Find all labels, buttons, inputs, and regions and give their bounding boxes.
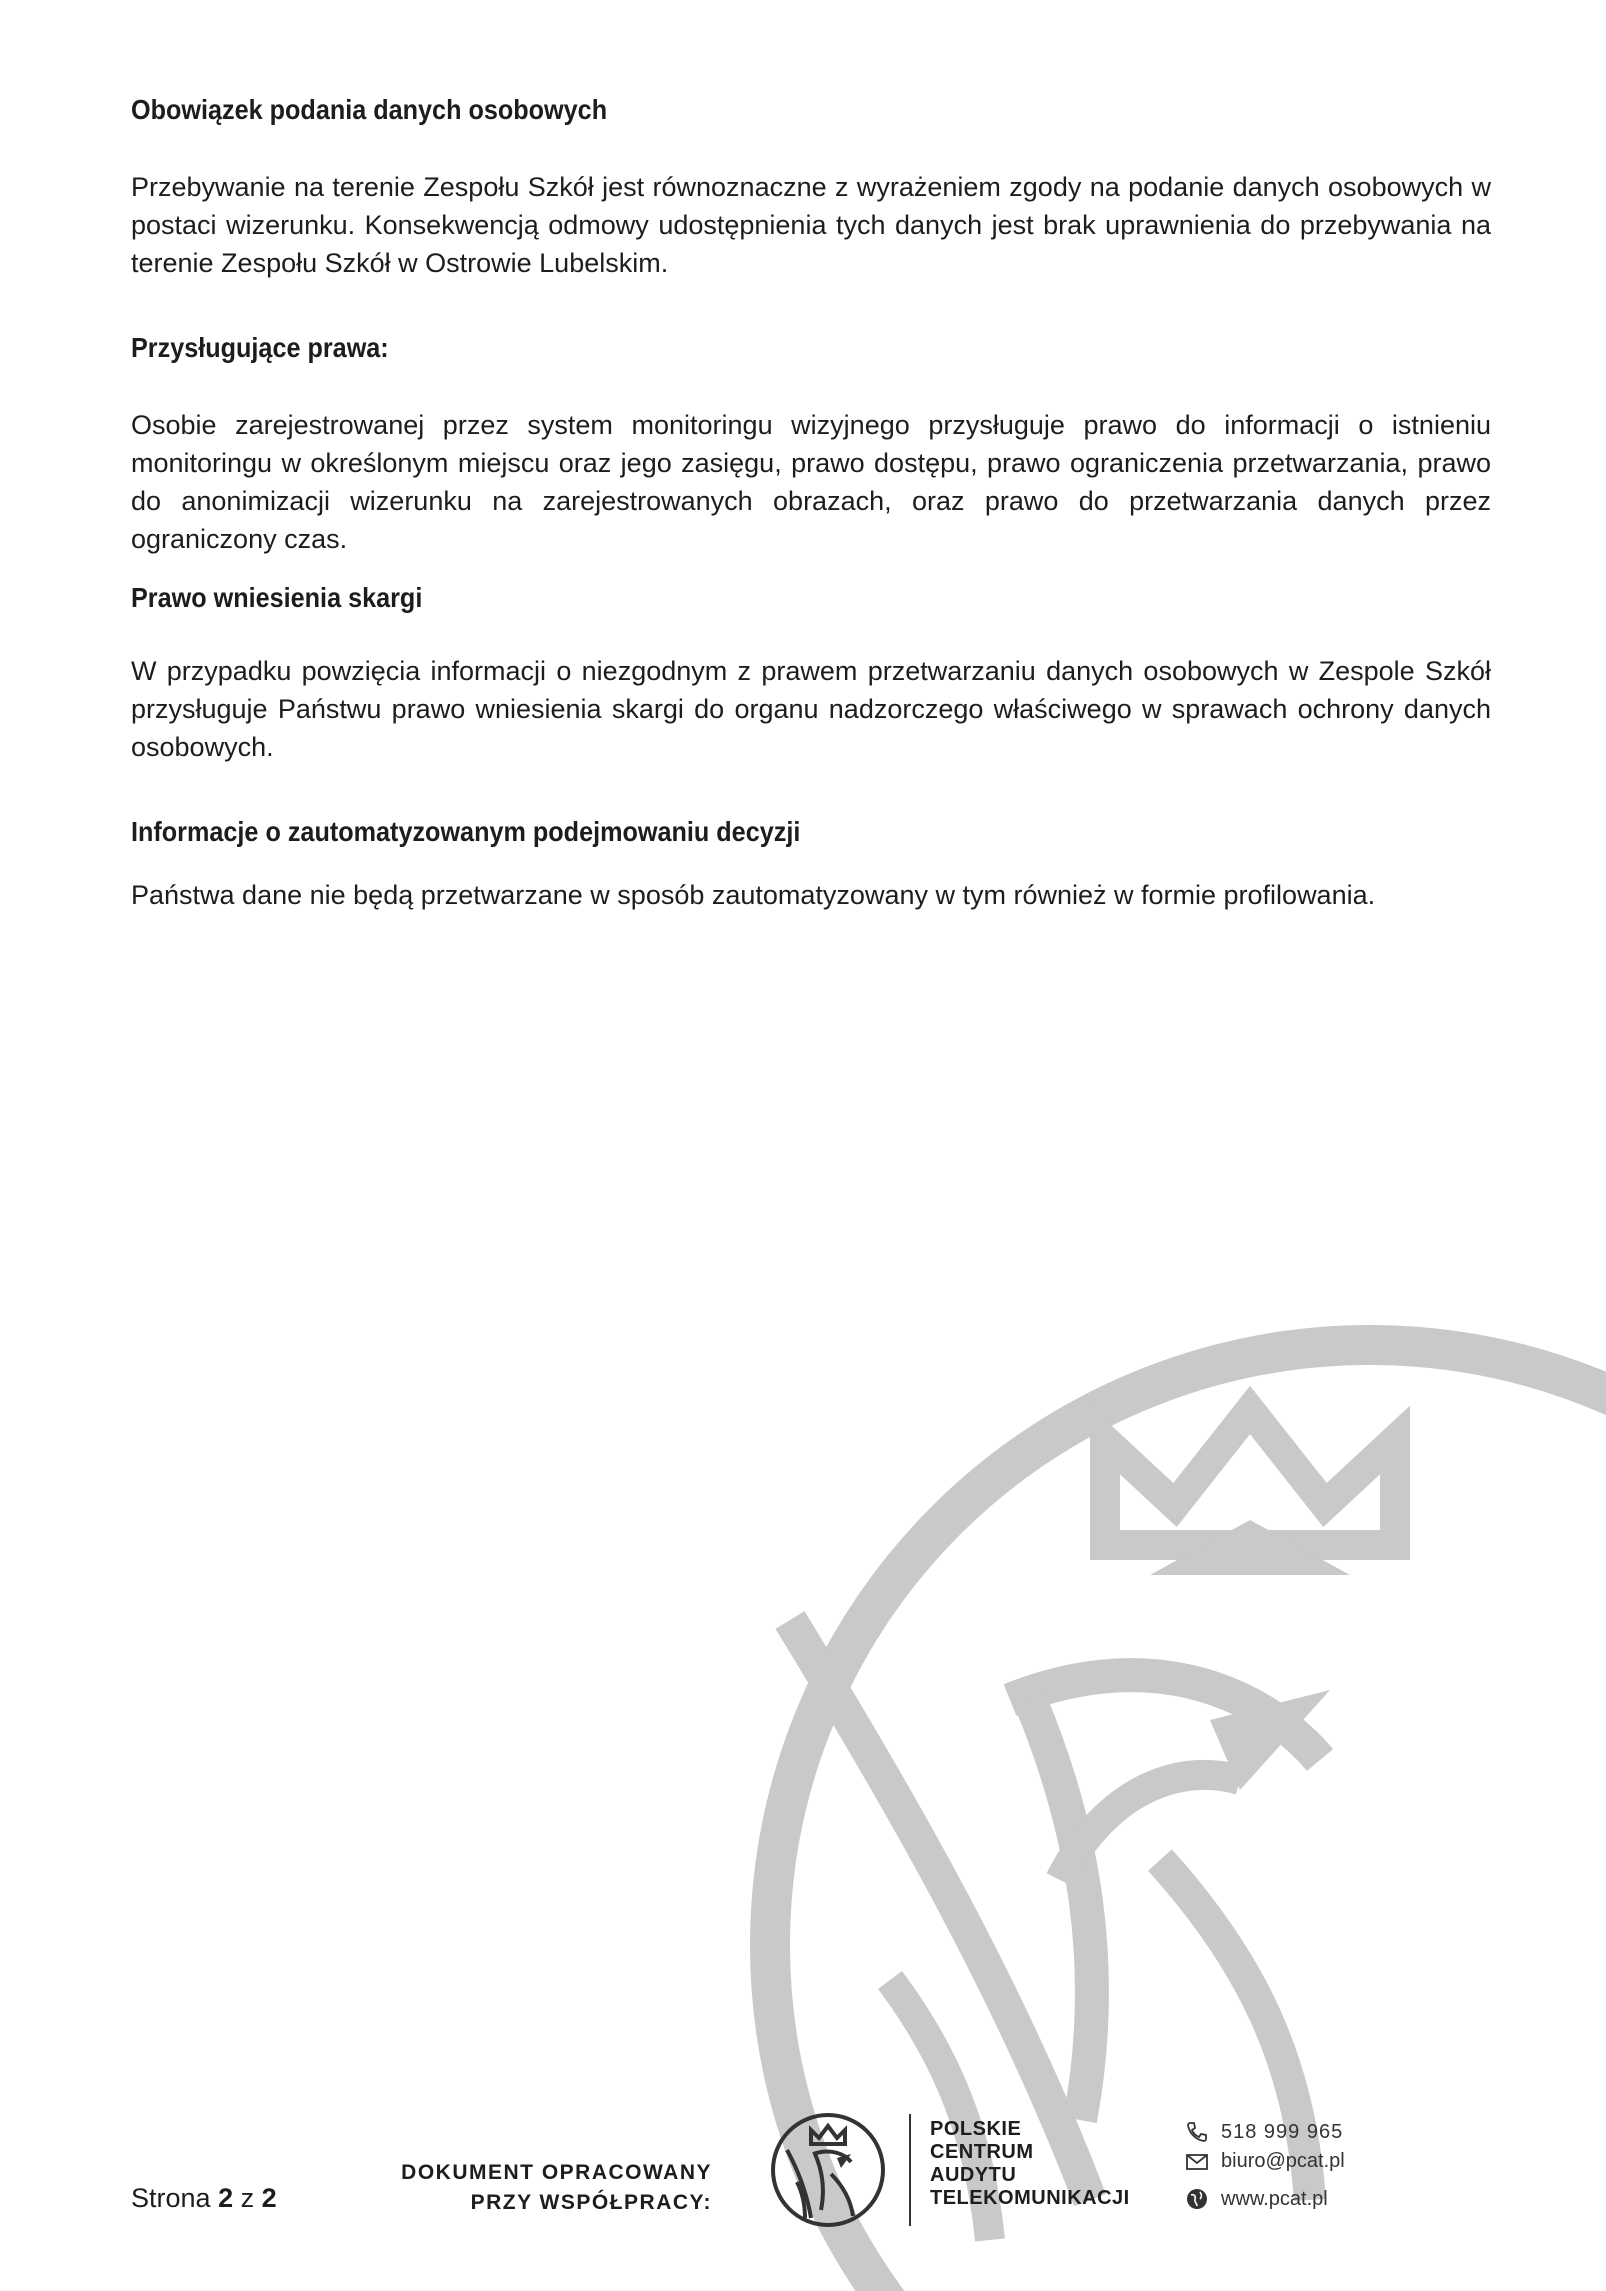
org-name: [930, 2118, 1130, 2210]
page-total: 2: [261, 2183, 277, 2213]
org-name-line-2: CENTRUM: [930, 2141, 1034, 2163]
section-complaint-text: [131, 652, 1491, 766]
phone-icon: [1185, 2120, 1209, 2144]
page-separator: z: [240, 2183, 255, 2213]
cooperation-line-2: PRZY WSPÓŁPRACY:: [470, 2191, 712, 2214]
section-obligation-text: [131, 168, 1491, 282]
page-number: [131, 2183, 277, 2214]
email-address: biuro@pcat.pl: [1221, 2150, 1345, 2172]
page-current: 2: [218, 2183, 234, 2213]
section-automated-decisions: [131, 814, 875, 850]
phone-number: 518 999 965: [1221, 2120, 1344, 2143]
section-complaint: [131, 580, 455, 616]
section-rights: [131, 330, 417, 366]
section-paragraph: Państwa dane nie będą przetwarzane w sposób zautomatyzowany w tym również w formie profilowania.: [131, 880, 1376, 910]
page-prefix: Strona: [131, 2183, 211, 2213]
org-name-line-4: TELEKOMUNIKACJI: [930, 2187, 1130, 2209]
website-url: www.pcat.pl: [1221, 2187, 1328, 2210]
cooperation-label: [400, 2158, 712, 2218]
section-rights-text: [131, 406, 1491, 558]
contact-phone: [1185, 2120, 1343, 2144]
section-heading: Obowiązek podania danych osobowych: [131, 94, 608, 125]
envelope-icon: [1185, 2152, 1209, 2172]
org-name-line-3: AUDYTU: [930, 2164, 1017, 2186]
section-paragraph: Osobie zarejestrowanej przez system monitoringu wizyjnego przysługuje prawo do informacji o istnieniu monitoringu w określonym miejscu oraz jego zasięgu, prawo dostępu, prawo ograniczenia przetwarzania, prawo do anonimizacji wizerunku na zarejestrowanych obrazach, oraz prawo do przetwarzania danych przez ograniczony czas.: [131, 410, 1491, 554]
footer-divider: [909, 2114, 911, 2226]
contact-website: [1185, 2187, 1328, 2211]
pcat-logo-icon: [767, 2110, 889, 2230]
section-obligation: [131, 92, 660, 128]
section-paragraph: Przebywanie na terenie Zespołu Szkół jest równoznaczne z wyrażeniem zgody na podanie danych osobowych w postaci wizerunku. Konsekwencją odmowy udostępnienia tych danych jest brak uprawnienia do przebywania na terenie Zespołu Szkół w Ostrowie Lubelskim.: [131, 172, 1491, 278]
section-paragraph: W przypadku powzięcia informacji o niezgodnym z prawem przetwarzaniu danych osobowych w Zespole Szkół przysługuje Państwu prawo wniesienia skargi do organu nadzorczego właściwego w sprawach ochrony danych osobowych.: [131, 656, 1491, 762]
section-heading: Przysługujące prawa:: [131, 332, 389, 363]
cooperation-line-1: DOKUMENT OPRACOWANY: [401, 2161, 712, 2184]
section-heading: Informacje o zautomatyzowanym podejmowaniu decyzji: [131, 816, 801, 847]
contact-email: [1185, 2150, 1345, 2173]
section-heading: Prawo wniesienia skargi: [131, 582, 423, 613]
globe-icon: [1185, 2187, 1209, 2211]
org-name-line-1: POLSKIE: [930, 2118, 1022, 2140]
section-automated-decisions-text: [131, 876, 1491, 914]
